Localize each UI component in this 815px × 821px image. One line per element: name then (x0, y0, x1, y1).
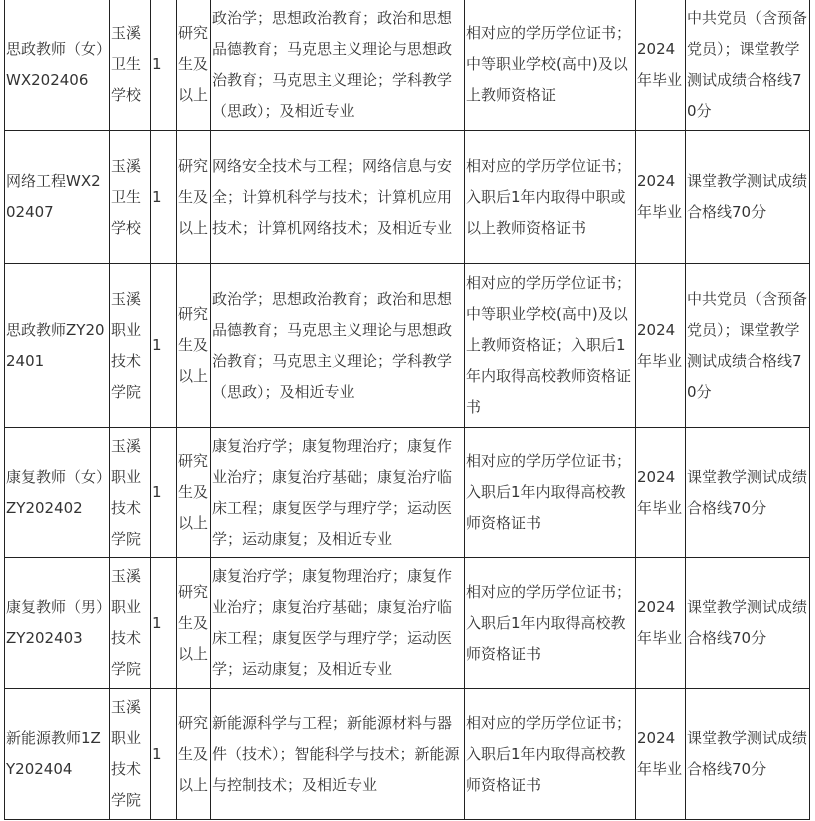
other-requirements-cell: 课堂教学测试成绩合格线70分 (686, 558, 810, 689)
other-requirements-cell: 课堂教学测试成绩合格线70分 (686, 131, 810, 264)
unit-cell: 玉溪卫生学校 (110, 0, 151, 131)
unit-cell: 玉溪职业技术学院 (110, 428, 151, 558)
major-cell: 康复治疗学；康复物理治疗；康复作业治疗；康复治疗基础；康复治疗临床工程；康复医学与理疗学；运动医学；运动康复；及相近专业 (211, 428, 465, 558)
education-cell: 研究生及以上 (177, 0, 211, 131)
other-requirements-cell: 课堂教学测试成绩合格线70分 (686, 689, 810, 820)
unit-cell: 玉溪职业技术学院 (110, 264, 151, 428)
position-cell: 网络工程WX202407 (5, 131, 110, 264)
count-cell: 1 (151, 0, 177, 131)
certificate-cell: 相对应的学历学位证书；入职后1年内取得中职或以上教师资格证书 (465, 131, 636, 264)
count-cell: 1 (151, 264, 177, 428)
education-cell: 研究生及以上 (177, 264, 211, 428)
recruitment-table (4, 0, 810, 820)
graduation-cell: 2024年毕业 (636, 131, 686, 264)
graduation-cell: 2024年毕业 (636, 0, 686, 131)
table-row (5, 0, 810, 131)
education-cell: 研究生及以上 (177, 428, 211, 558)
count-cell: 1 (151, 558, 177, 689)
position-cell: 康复教师（女）ZY202402 (5, 428, 110, 558)
major-cell: 康复治疗学；康复物理治疗；康复作业治疗；康复治疗基础；康复治疗临床工程；康复医学与理疗学；运动医学；运动康复；及相近专业 (211, 558, 465, 689)
certificate-cell: 相对应的学历学位证书；入职后1年内取得高校教师资格证书 (465, 689, 636, 820)
position-cell: 康复教师（男）ZY202403 (5, 558, 110, 689)
graduation-cell: 2024年毕业 (636, 264, 686, 428)
certificate-cell: 相对应的学历学位证书；入职后1年内取得高校教师资格证书 (465, 558, 636, 689)
table-row (5, 131, 810, 264)
table-row (5, 689, 810, 820)
major-cell: 政治学；思想政治教育；政治和思想品德教育；马克思主义理论与思想政治教育；马克思主义理论；学科教学（思政）；及相近专业 (211, 264, 465, 428)
count-cell: 1 (151, 428, 177, 558)
other-requirements-cell: 中共党员（含预备党员）；课堂教学测试成绩合格线70分 (686, 0, 810, 131)
unit-cell: 玉溪职业技术学院 (110, 689, 151, 820)
education-cell: 研究生及以上 (177, 558, 211, 689)
education-cell: 研究生及以上 (177, 131, 211, 264)
table-row (5, 264, 810, 428)
other-requirements-cell: 课堂教学测试成绩合格线70分 (686, 428, 810, 558)
position-cell: 思政教师ZY202401 (5, 264, 110, 428)
table-row (5, 558, 810, 689)
graduation-cell: 2024年毕业 (636, 689, 686, 820)
other-requirements-cell: 中共党员（含预备党员）；课堂教学测试成绩合格线70分 (686, 264, 810, 428)
education-cell: 研究生及以上 (177, 689, 211, 820)
position-cell: 新能源教师1ZY202404 (5, 689, 110, 820)
certificate-cell: 相对应的学历学位证书；中等职业学校(高中)及以上教师资格证；入职后1年内取得高校教师资格证书 (465, 264, 636, 428)
unit-cell: 玉溪卫生学校 (110, 131, 151, 264)
certificate-cell: 相对应的学历学位证书；中等职业学校(高中)及以上教师资格证 (465, 0, 636, 131)
graduation-cell: 2024年毕业 (636, 558, 686, 689)
certificate-cell: 相对应的学历学位证书；入职后1年内取得高校教师资格证书 (465, 428, 636, 558)
unit-cell: 玉溪职业技术学院 (110, 558, 151, 689)
major-cell: 网络安全技术与工程；网络信息与安全；计算机科学与技术；计算机应用技术；计算机网络技术；及相近专业 (211, 131, 465, 264)
major-cell: 新能源科学与工程；新能源材料与器件（技术）；智能科学与技术；新能源与控制技术；及相近专业 (211, 689, 465, 820)
position-cell: 思政教师（女）WX202406 (5, 0, 110, 131)
count-cell: 1 (151, 689, 177, 820)
table-row (5, 428, 810, 558)
major-cell: 政治学；思想政治教育；政治和思想品德教育；马克思主义理论与思想政治教育；马克思主义理论；学科教学（思政）；及相近专业 (211, 0, 465, 131)
graduation-cell: 2024年毕业 (636, 428, 686, 558)
count-cell: 1 (151, 131, 177, 264)
